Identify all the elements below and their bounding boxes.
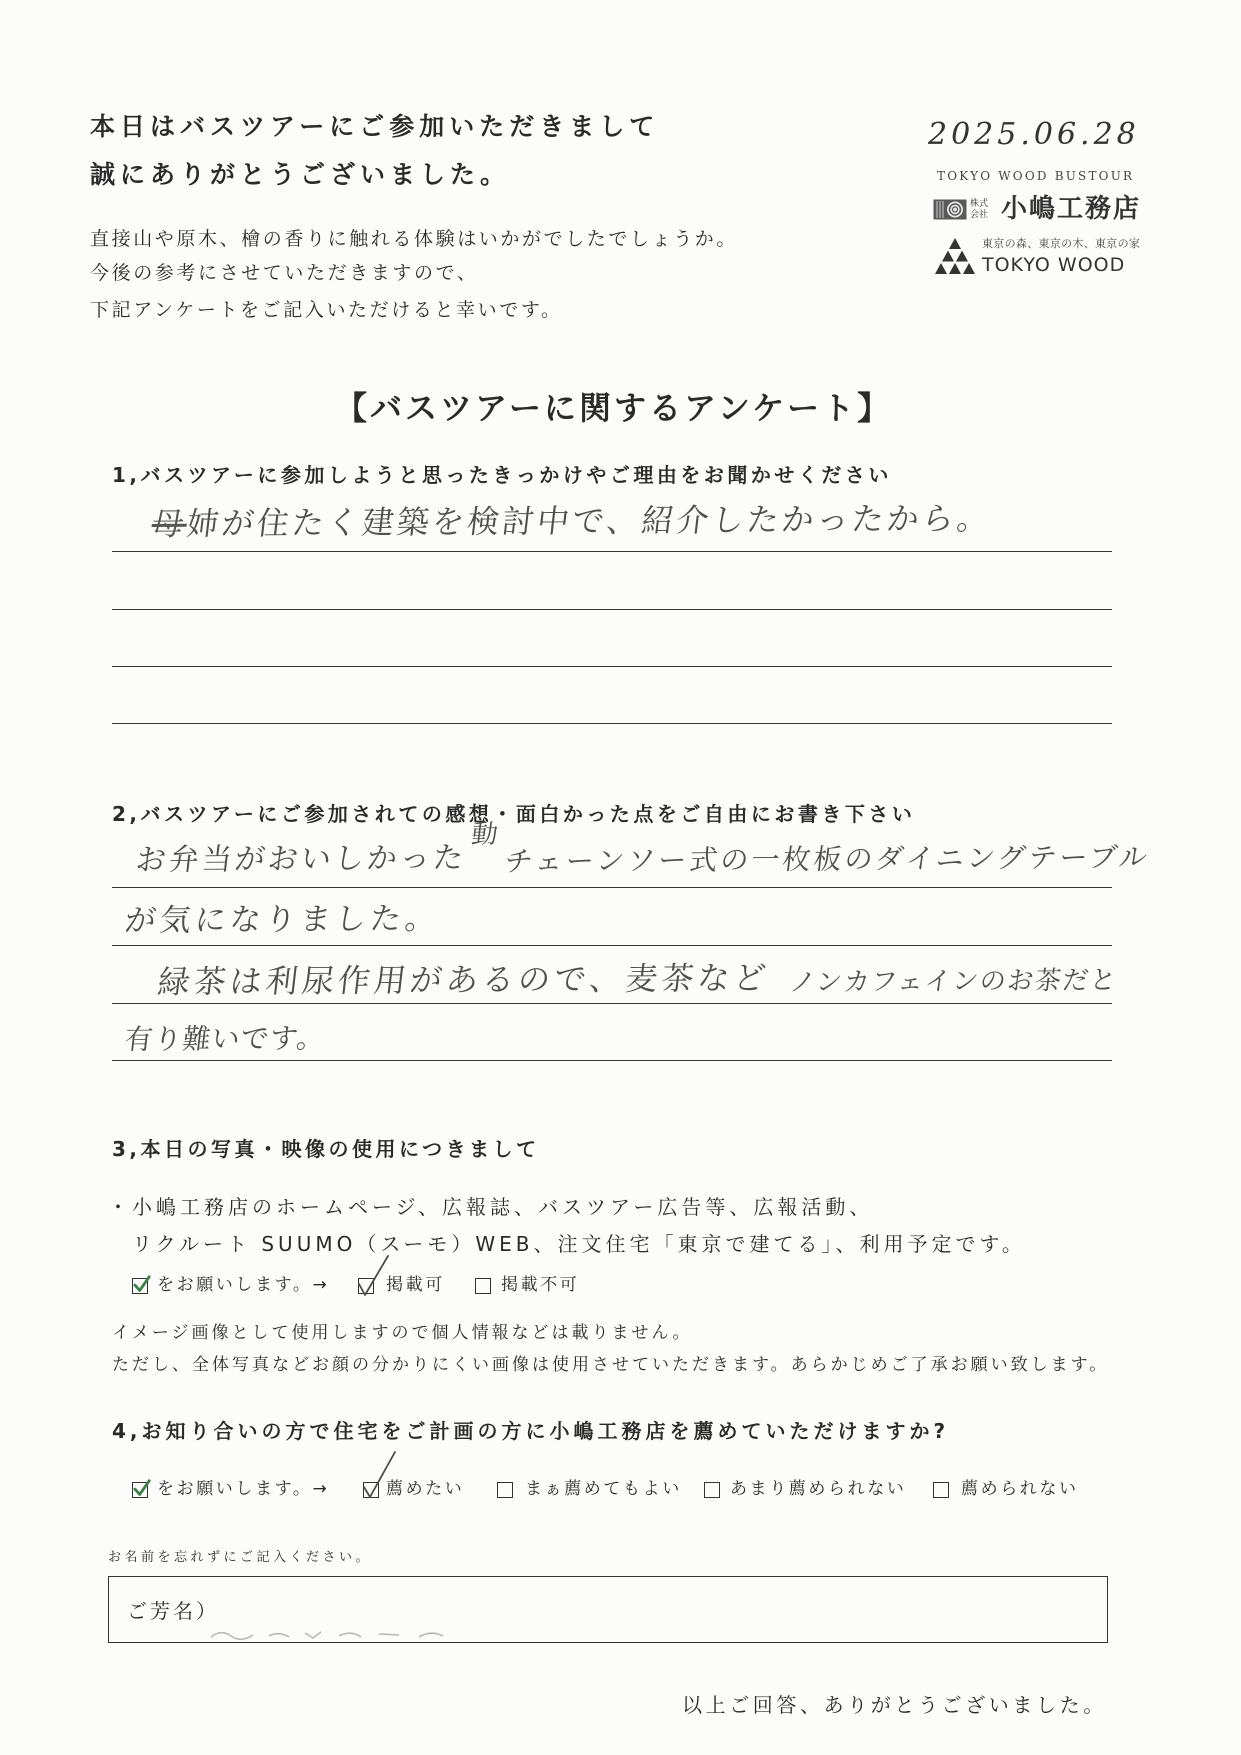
answer-1-text: 姉が住たく建築を検討中で、紹介したかったから。 — [184, 499, 995, 543]
q4-instruction: をお願いします。→ — [157, 1479, 330, 1499]
name-reminder: お名前を忘れずにご記入ください。 — [108, 1550, 373, 1565]
answer-2-line-3b: ノンカフェインのお茶だと — [787, 965, 1120, 998]
answer-2-line-1a: お弁当がおいしかった — [133, 840, 469, 878]
answer-1-handwriting — [149, 499, 995, 543]
checkbox-publish-ng[interactable] — [475, 1278, 491, 1294]
usage-bullet-line-1: ・小嶋工務店のホームページ、広報誌、バスツアー広告等、広報活動、 — [108, 1195, 874, 1219]
checkbox-recommend-no[interactable] — [933, 1482, 949, 1498]
closing-message: 以上ご回答、ありがとうございました。 — [682, 1693, 1107, 1717]
example-checked-checkbox — [132, 1278, 148, 1294]
answer-2-inserted-char: 動 — [469, 819, 500, 850]
name-field[interactable] — [108, 1576, 1108, 1643]
checkmark-icon — [132, 1479, 151, 1498]
greeting-line-2: 誠にありがとうございました。 — [90, 160, 511, 189]
answer-2-line — [112, 1060, 1112, 1061]
usage-bullet-line-2: リクルート SUUMO（スーモ）WEB、注文住宅「東京で建てる」、利用予定です。 — [132, 1232, 1026, 1256]
answer-1-line — [112, 666, 1112, 667]
survey-title: 【バスツアーに関するアンケート】 — [335, 389, 893, 427]
answer-2-line — [112, 1003, 1112, 1004]
greeting-line-1: 本日はバスツアーにご参加いただきまして — [90, 112, 660, 141]
answer-2-line-3a: 緑茶は利尿作用があるので、麦茶など — [155, 958, 772, 1001]
company-type-label — [970, 199, 988, 221]
answer-1-struck-text: 母 — [149, 504, 190, 543]
option-recommend-hardly-label: あまり薦められない — [730, 1479, 907, 1499]
option-recommend-maybe-label: まぁ薦めてもよい — [525, 1479, 682, 1499]
option-publish-ng-label: 掲載不可 — [501, 1275, 580, 1295]
company-type-line-2: 会社 — [970, 210, 989, 220]
option-publish-ok-label: 掲載可 — [386, 1275, 445, 1295]
checkmark-icon — [132, 1275, 151, 1294]
answer-2-line — [112, 945, 1112, 946]
message-line-1: 直接山や原木、檜の香りに触れる体験はいかがでしたでしょうか。 — [90, 228, 739, 250]
name-field-label: ご芳名） — [127, 1599, 219, 1623]
question-2: 2,バスツアーにご参加されての感想・面白かった点をご自由にお書き下さい — [112, 802, 916, 826]
usage-note-2: ただし、全体写真などお顔の分かりにくい画像は使用させていただきます。あらかじめご了承お願い致します。 — [112, 1355, 1110, 1375]
answer-1-line — [112, 551, 1112, 552]
question-1: 1,バスツアーに参加しようと思ったきっかけやご理由をお聞かせください — [112, 463, 892, 487]
message-line-2: 今後の参考にさせていただきますので、 — [90, 262, 479, 284]
company-type-line-1: 株式 — [970, 199, 989, 209]
option-recommend-no-label: 薦められない — [961, 1479, 1079, 1499]
option-recommend-yes-label: 薦めたい — [386, 1479, 465, 1499]
answer-2-line-1b: チェーンソー式の一枚板のダイニングテーブル — [502, 840, 1152, 878]
answer-1-line — [112, 609, 1112, 610]
example-checked-checkbox — [132, 1482, 148, 1498]
wood-log-icon — [933, 199, 967, 220]
answer-2-line — [112, 887, 1112, 888]
company-name: 小嶋工務店 — [1001, 194, 1142, 224]
answer-2-line-4: 有り難いです。 — [122, 1021, 328, 1056]
answer-1-line — [112, 723, 1112, 724]
redacted-handwriting — [209, 1627, 469, 1641]
triangles-icon — [934, 238, 976, 274]
q3-instruction: をお願いします。→ — [157, 1275, 330, 1295]
question-4: 4,お知り合いの方で住宅をご計画の方に小嶋工務店を薦めていただけますか? — [112, 1419, 950, 1443]
message-line-3: 下記アンケートをご記入いただけると幸いです。 — [90, 299, 563, 321]
answer-2-line-2: が気になりました。 — [122, 900, 443, 939]
checkbox-recommend-hardly[interactable] — [704, 1482, 720, 1498]
checkbox-recommend-maybe[interactable] — [497, 1482, 513, 1498]
event-name: TOKYO WOOD BUSTOUR — [937, 169, 1135, 183]
question-3: 3,本日の写真・映像の使用につきまして — [112, 1137, 540, 1161]
tour-date: 2025.06.28 — [928, 117, 1140, 152]
brand-name: TOKYO WOOD — [982, 254, 1126, 276]
usage-note-1: イメージ画像として使用しますので個人情報などは載りません。 — [112, 1323, 693, 1343]
brand-tagline: 東京の森、東京の木、東京の家 — [982, 237, 1141, 250]
